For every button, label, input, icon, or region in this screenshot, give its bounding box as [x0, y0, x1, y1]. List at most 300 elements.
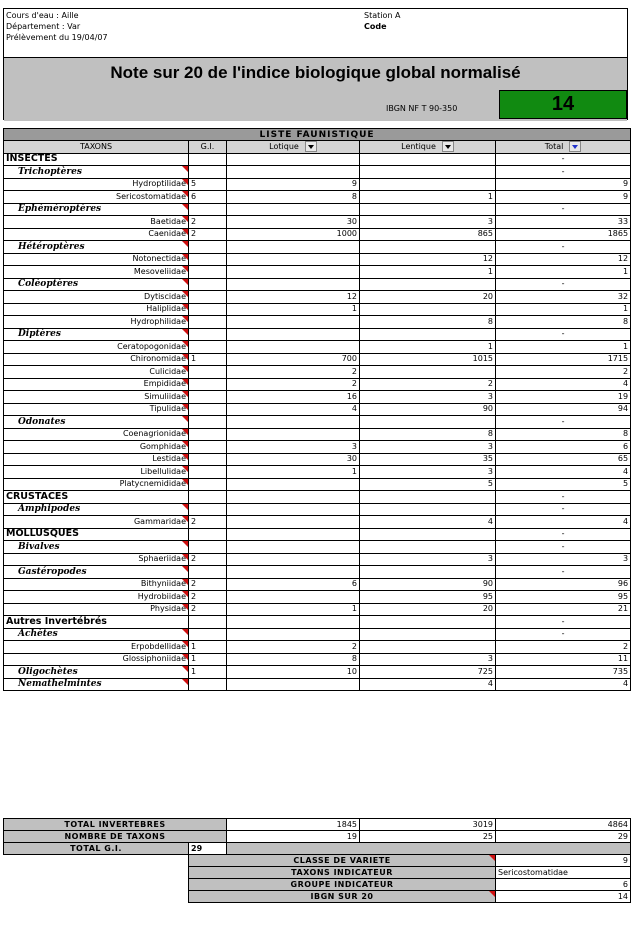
total-cell[interactable]: - — [496, 153, 631, 166]
lentique-cell[interactable]: 20 — [360, 603, 496, 616]
comment-flag-icon[interactable] — [182, 366, 188, 372]
lentique-cell[interactable] — [360, 203, 496, 216]
lotique-cell[interactable]: 4 — [227, 403, 360, 416]
gi-cell[interactable]: 1 — [189, 641, 227, 654]
page-title: Note sur 20 de l'indice biologique global normalisé — [110, 63, 521, 82]
lentique-cell[interactable]: 90 — [360, 578, 496, 591]
lotique-cell[interactable] — [227, 566, 360, 579]
total-cell[interactable]: 6 — [496, 441, 631, 454]
taxon-name-cell[interactable]: Sericostomatidae — [4, 191, 189, 204]
lotique-cell[interactable] — [227, 328, 360, 341]
total-cell[interactable]: 735 — [496, 666, 631, 679]
gi-cell[interactable] — [189, 416, 227, 429]
total-cell[interactable]: 12 — [496, 253, 631, 266]
comment-flag-icon[interactable] — [182, 254, 188, 260]
lotique-cell[interactable] — [227, 478, 360, 491]
gi-cell[interactable] — [189, 266, 227, 279]
gi-cell[interactable] — [189, 428, 227, 441]
gi-cell[interactable] — [189, 391, 227, 404]
classe-row — [4, 855, 631, 867]
gi-cell[interactable] — [189, 366, 227, 379]
taxon-name-cell[interactable]: Diptères — [4, 328, 189, 341]
gi-cell[interactable] — [189, 541, 227, 554]
lentique-cell[interactable]: 3 — [360, 466, 496, 479]
total-cell[interactable]: 9 — [496, 191, 631, 204]
lotique-cell[interactable]: 12 — [227, 291, 360, 304]
total-cell[interactable]: 2 — [496, 641, 631, 654]
taxon-row — [4, 466, 631, 479]
lentique-cell[interactable] — [360, 641, 496, 654]
ibgn-value[interactable]: 14 — [496, 891, 631, 903]
taxon-name-cell[interactable]: Baetidae — [4, 216, 189, 229]
group-row — [4, 528, 631, 541]
gi-cell[interactable] — [189, 566, 227, 579]
taxon-name-cell[interactable]: Odonates — [4, 416, 189, 429]
filter-dropdown-icon[interactable] — [305, 141, 317, 152]
total-cell[interactable]: 1 — [496, 266, 631, 279]
lentique-cell[interactable]: 95 — [360, 591, 496, 604]
taxon-name-cell[interactable]: Bithyniidae — [4, 578, 189, 591]
total-cell[interactable]: 1715 — [496, 353, 631, 366]
total-cell[interactable]: 95 — [496, 591, 631, 604]
taxon-name-cell[interactable]: Culicidae — [4, 366, 189, 379]
comment-flag-icon[interactable] — [182, 541, 188, 547]
col-total — [496, 141, 631, 154]
gi-cell[interactable]: 2 — [189, 591, 227, 604]
lotique-cell[interactable] — [227, 528, 360, 541]
lotique-cell[interactable]: 700 — [227, 353, 360, 366]
comment-flag-icon[interactable] — [182, 404, 188, 410]
score-cell[interactable]: 14 — [499, 90, 627, 119]
lotique-cell[interactable]: 1000 — [227, 228, 360, 241]
total-cell[interactable]: - — [496, 278, 631, 291]
total-cell[interactable]: - — [496, 528, 631, 541]
taxon-name-cell[interactable]: Notonectidae — [4, 253, 189, 266]
classe-value[interactable]: 9 — [496, 855, 631, 867]
lotique-cell[interactable] — [227, 316, 360, 329]
lotique-cell[interactable]: 16 — [227, 391, 360, 404]
comment-flag-icon[interactable] — [182, 666, 188, 672]
comment-flag-icon[interactable] — [182, 216, 188, 222]
total-cell[interactable]: - — [496, 166, 631, 179]
col-lotique — [227, 141, 360, 154]
gi-cell[interactable] — [189, 203, 227, 216]
comment-flag-icon[interactable] — [182, 304, 188, 310]
spacer-cell — [4, 855, 189, 867]
taxon-row — [4, 641, 631, 654]
lentique-cell[interactable] — [360, 328, 496, 341]
gi-cell[interactable]: 1 — [189, 353, 227, 366]
lotique-cell[interactable]: 1 — [227, 303, 360, 316]
lotique-cell[interactable]: 3 — [227, 441, 360, 454]
gi-cell[interactable] — [189, 678, 227, 691]
lotique-cell[interactable]: 2 — [227, 378, 360, 391]
taxon-row — [4, 453, 631, 466]
total-cell[interactable]: 94 — [496, 403, 631, 416]
comment-flag-icon[interactable] — [182, 641, 188, 647]
lentique-cell[interactable]: 1 — [360, 191, 496, 204]
total-cell[interactable]: - — [496, 416, 631, 429]
comment-flag-icon[interactable] — [182, 204, 188, 210]
taxon-name-cell[interactable]: Physidae — [4, 603, 189, 616]
gi-cell[interactable] — [189, 528, 227, 541]
total-cell[interactable]: 11 — [496, 653, 631, 666]
taxon-name-cell[interactable]: Erpobdellidae — [4, 641, 189, 654]
total-cell[interactable]: 2 — [496, 366, 631, 379]
taxon-name-cell[interactable]: Dytiscidae — [4, 291, 189, 304]
lotique-cell[interactable] — [227, 278, 360, 291]
lotique-cell[interactable]: 30 — [227, 453, 360, 466]
lotique-cell[interactable] — [227, 628, 360, 641]
taxon-name-cell[interactable]: Simuliidae — [4, 391, 189, 404]
spacer-cell — [4, 891, 189, 903]
total-cell[interactable]: 1 — [496, 303, 631, 316]
taxon-name-cell[interactable]: Bivalves — [4, 541, 189, 554]
taxon-name-cell[interactable]: Ceratopogonidae — [4, 341, 189, 354]
nb-taxons-lentique[interactable]: 25 — [360, 831, 496, 843]
order-row — [4, 203, 631, 216]
lentique-cell[interactable]: 3 — [360, 553, 496, 566]
lentique-cell[interactable] — [360, 528, 496, 541]
lentique-cell[interactable]: 12 — [360, 253, 496, 266]
nb-taxons-lotique[interactable]: 19 — [227, 831, 360, 843]
comment-flag-icon[interactable] — [182, 354, 188, 360]
comment-flag-icon[interactable] — [182, 591, 188, 597]
comment-flag-icon[interactable] — [182, 179, 188, 185]
lentique-cell[interactable] — [360, 278, 496, 291]
lentique-cell[interactable] — [360, 303, 496, 316]
gi-cell[interactable] — [189, 441, 227, 454]
order-row — [4, 166, 631, 179]
comment-flag-icon[interactable] — [182, 554, 188, 560]
comment-flag-icon[interactable] — [182, 504, 188, 510]
lentique-cell[interactable] — [360, 166, 496, 179]
gi-cell[interactable] — [189, 628, 227, 641]
taxon-name-cell[interactable]: Sphaeriidae — [4, 553, 189, 566]
taxon-name-cell[interactable]: Autres Invertébrés — [4, 616, 189, 629]
order-row — [4, 566, 631, 579]
taxon-name-cell[interactable]: Chironomidae — [4, 353, 189, 366]
norm-label: IBGN NF T 90-350 — [386, 104, 458, 113]
taxon-name-cell[interactable]: Glossiphoniidae — [4, 653, 189, 666]
lotique-cell[interactable]: 1 — [227, 603, 360, 616]
lentique-cell[interactable] — [360, 628, 496, 641]
lentique-cell[interactable]: 8 — [360, 428, 496, 441]
lotique-cell[interactable] — [227, 541, 360, 554]
comment-flag-icon[interactable] — [182, 229, 188, 235]
taxon-row — [4, 341, 631, 354]
spacer-cell — [4, 867, 189, 879]
lentique-cell[interactable]: 1 — [360, 266, 496, 279]
lentique-cell[interactable] — [360, 541, 496, 554]
lentique-cell[interactable]: 5 — [360, 478, 496, 491]
total-cell[interactable]: - — [496, 241, 631, 254]
sample-date-label: Prélèvement du 19/04/07 — [6, 33, 108, 42]
lotique-cell[interactable]: 8 — [227, 191, 360, 204]
gi-cell[interactable]: 2 — [189, 216, 227, 229]
gi-cell[interactable] — [189, 503, 227, 516]
total-cell[interactable]: 5 — [496, 478, 631, 491]
lentique-cell[interactable]: 3 — [360, 216, 496, 229]
gi-cell[interactable]: 1 — [189, 653, 227, 666]
col-lotique-label: Lotique — [269, 142, 299, 152]
lotique-cell[interactable] — [227, 553, 360, 566]
lotique-cell[interactable] — [227, 516, 360, 529]
comment-flag-icon[interactable] — [182, 629, 188, 635]
total-gi-value[interactable]: 29 — [189, 843, 227, 855]
lentique-cell[interactable]: 3 — [360, 653, 496, 666]
taxon-name-cell[interactable]: Empididae — [4, 378, 189, 391]
lotique-cell[interactable]: 10 — [227, 666, 360, 679]
lotique-cell[interactable] — [227, 416, 360, 429]
total-cell[interactable]: - — [496, 566, 631, 579]
lentique-cell[interactable] — [360, 566, 496, 579]
order-row — [4, 328, 631, 341]
gi-cell[interactable] — [189, 303, 227, 316]
lotique-cell[interactable] — [227, 166, 360, 179]
comment-flag-icon[interactable] — [182, 166, 188, 172]
taxon-row — [4, 578, 631, 591]
lotique-cell[interactable] — [227, 266, 360, 279]
gi-cell[interactable]: 6 — [189, 191, 227, 204]
taxon-name-cell[interactable]: CRUSTACES — [4, 491, 189, 504]
taxon-name-cell[interactable]: Hydrobiidae — [4, 591, 189, 604]
total-cell[interactable]: 65 — [496, 453, 631, 466]
taxon-name-cell[interactable]: Hydrophilidae — [4, 316, 189, 329]
taxon-row — [4, 316, 631, 329]
lentique-cell[interactable]: 20 — [360, 291, 496, 304]
gi-cell[interactable]: 2 — [189, 603, 227, 616]
lotique-cell[interactable] — [227, 591, 360, 604]
taxon-name-cell[interactable]: INSECTES — [4, 153, 189, 166]
taxon-name-cell[interactable]: Libellulidae — [4, 466, 189, 479]
total-cell[interactable]: - — [496, 616, 631, 629]
taxon-name-cell[interactable]: Coléoptères — [4, 278, 189, 291]
lotique-cell[interactable] — [227, 341, 360, 354]
gi-cell[interactable] — [189, 403, 227, 416]
taxon-name-cell[interactable]: Ephéméroptères — [4, 203, 189, 216]
taxon-name-cell[interactable]: Trichoptères — [4, 166, 189, 179]
total-cell[interactable]: - — [496, 491, 631, 504]
lentique-cell[interactable]: 3 — [360, 391, 496, 404]
total-cell[interactable]: - — [496, 203, 631, 216]
taxon-row — [4, 428, 631, 441]
total-invert-lotique[interactable]: 1845 — [227, 819, 360, 831]
lentique-cell[interactable] — [360, 241, 496, 254]
gi-cell[interactable] — [189, 241, 227, 254]
gi-cell[interactable]: 2 — [189, 516, 227, 529]
total-cell[interactable]: 3 — [496, 553, 631, 566]
groupe-value[interactable]: 6 — [496, 879, 631, 891]
filter-dropdown-icon[interactable] — [442, 141, 454, 152]
total-cell[interactable]: 1 — [496, 341, 631, 354]
total-cell[interactable]: - — [496, 628, 631, 641]
gi-cell[interactable] — [189, 278, 227, 291]
taxon-name-cell[interactable]: Achètes — [4, 628, 189, 641]
total-cell[interactable]: 4 — [496, 678, 631, 691]
lentique-cell[interactable]: 90 — [360, 403, 496, 416]
lotique-cell[interactable] — [227, 491, 360, 504]
lentique-cell[interactable] — [360, 153, 496, 166]
total-invert-lentique[interactable]: 3019 — [360, 819, 496, 831]
lotique-cell[interactable] — [227, 503, 360, 516]
col-taxons: TAXONS — [4, 141, 189, 154]
lentique-cell[interactable]: 3 — [360, 441, 496, 454]
total-invert-total[interactable]: 4864 — [496, 819, 631, 831]
lotique-cell[interactable]: 2 — [227, 641, 360, 654]
lentique-cell[interactable] — [360, 503, 496, 516]
department-label: Département : Var — [6, 22, 81, 31]
gi-cell[interactable] — [189, 166, 227, 179]
comment-flag-icon[interactable] — [182, 379, 188, 385]
total-cell[interactable]: 4 — [496, 378, 631, 391]
gi-cell[interactable] — [189, 491, 227, 504]
total-cell[interactable]: - — [496, 541, 631, 554]
comment-flag-icon[interactable] — [182, 279, 188, 285]
comment-flag-icon[interactable] — [182, 266, 188, 272]
taxon-name-cell[interactable]: Hétéroptères — [4, 241, 189, 254]
taxon-name-cell[interactable]: Caenidae — [4, 228, 189, 241]
total-cell[interactable]: 33 — [496, 216, 631, 229]
gi-cell[interactable] — [189, 253, 227, 266]
table-caption: LISTE FAUNISTIQUE — [4, 129, 631, 141]
lentique-cell[interactable] — [360, 616, 496, 629]
comment-flag-icon[interactable] — [182, 291, 188, 297]
lentique-cell[interactable]: 4 — [360, 516, 496, 529]
gi-cell[interactable] — [189, 341, 227, 354]
gi-cell[interactable] — [189, 316, 227, 329]
lentique-cell[interactable]: 8 — [360, 316, 496, 329]
total-cell[interactable]: 4 — [496, 466, 631, 479]
total-cell[interactable]: 32 — [496, 291, 631, 304]
taxon-name-cell[interactable]: Lestidae — [4, 453, 189, 466]
total-cell[interactable]: 8 — [496, 316, 631, 329]
gi-cell[interactable] — [189, 478, 227, 491]
lotique-cell[interactable]: 30 — [227, 216, 360, 229]
gi-cell[interactable] — [189, 466, 227, 479]
taxon-name-cell[interactable]: Mesoveliidae — [4, 266, 189, 279]
lotique-cell[interactable] — [227, 153, 360, 166]
gi-cell[interactable]: 1 — [189, 666, 227, 679]
nb-taxons-total[interactable]: 29 — [496, 831, 631, 843]
gi-cell[interactable] — [189, 453, 227, 466]
lotique-cell[interactable] — [227, 678, 360, 691]
gi-cell[interactable] — [189, 378, 227, 391]
taxon-name-cell[interactable]: Oligochètes — [4, 666, 189, 679]
lotique-cell[interactable]: 8 — [227, 653, 360, 666]
lotique-cell[interactable]: 2 — [227, 366, 360, 379]
taxon-row — [4, 591, 631, 604]
taxon-name-cell[interactable]: Tipulidae — [4, 403, 189, 416]
lentique-cell[interactable]: 725 — [360, 666, 496, 679]
comment-flag-icon[interactable] — [182, 429, 188, 435]
lentique-cell[interactable]: 865 — [360, 228, 496, 241]
lentique-cell[interactable] — [360, 178, 496, 191]
taxon-name-cell[interactable]: Coenagrionidae — [4, 428, 189, 441]
comment-flag-icon[interactable] — [182, 441, 188, 447]
taxon-name-cell[interactable]: Haliplidae — [4, 303, 189, 316]
gi-cell[interactable]: 5 — [189, 178, 227, 191]
lotique-cell[interactable] — [227, 616, 360, 629]
taxon-name-cell[interactable]: Gammaridae — [4, 516, 189, 529]
comment-flag-icon[interactable] — [182, 416, 188, 422]
lotique-cell[interactable]: 6 — [227, 578, 360, 591]
lentique-cell[interactable] — [360, 366, 496, 379]
gi-cell[interactable]: 2 — [189, 553, 227, 566]
lotique-cell[interactable] — [227, 253, 360, 266]
gi-cell[interactable]: 2 — [189, 578, 227, 591]
lentique-cell[interactable]: 1015 — [360, 353, 496, 366]
taxons-ind-value[interactable]: Sericostomatidae — [496, 867, 631, 879]
group-row — [4, 491, 631, 504]
comment-flag-icon[interactable] — [182, 679, 188, 685]
comment-flag-icon[interactable] — [182, 516, 188, 522]
total-cell[interactable]: 8 — [496, 428, 631, 441]
comment-flag-icon[interactable] — [182, 579, 188, 585]
lentique-cell[interactable]: 2 — [360, 378, 496, 391]
comment-flag-icon[interactable] — [182, 329, 188, 335]
comment-flag-icon[interactable] — [182, 241, 188, 247]
gi-cell[interactable] — [189, 153, 227, 166]
lentique-cell[interactable] — [360, 416, 496, 429]
lotique-cell[interactable]: 1 — [227, 466, 360, 479]
comment-flag-icon[interactable] — [489, 891, 495, 897]
taxon-name-cell[interactable]: Platycnemididae — [4, 478, 189, 491]
ibgn-row — [4, 891, 631, 903]
total-cell[interactable]: 4 — [496, 516, 631, 529]
total-cell[interactable]: - — [496, 503, 631, 516]
comment-flag-icon[interactable] — [182, 604, 188, 610]
comment-flag-icon[interactable] — [489, 855, 495, 861]
gi-cell[interactable] — [189, 328, 227, 341]
lotique-cell[interactable]: 9 — [227, 178, 360, 191]
comment-flag-icon[interactable] — [182, 341, 188, 347]
comment-flag-icon[interactable] — [182, 191, 188, 197]
comment-flag-icon[interactable] — [182, 466, 188, 472]
gi-cell[interactable] — [189, 291, 227, 304]
taxon-name-cell[interactable]: Nemathelmintes — [4, 678, 189, 691]
taxon-name-cell[interactable]: Hydroptilidae — [4, 178, 189, 191]
total-cell[interactable]: 96 — [496, 578, 631, 591]
taxon-name-cell[interactable]: Gomphidae — [4, 441, 189, 454]
comment-flag-icon[interactable] — [182, 479, 188, 485]
comment-flag-icon[interactable] — [182, 566, 188, 572]
comment-flag-icon[interactable] — [182, 454, 188, 460]
total-cell[interactable]: 21 — [496, 603, 631, 616]
lotique-cell[interactable] — [227, 203, 360, 216]
total-cell[interactable]: 9 — [496, 178, 631, 191]
filter-dropdown-icon[interactable] — [569, 141, 581, 152]
header-left — [6, 10, 108, 43]
lentique-cell[interactable]: 35 — [360, 453, 496, 466]
total-cell[interactable]: - — [496, 328, 631, 341]
gi-cell[interactable]: 2 — [189, 228, 227, 241]
lentique-cell[interactable]: 1 — [360, 341, 496, 354]
comment-flag-icon[interactable] — [182, 391, 188, 397]
comment-flag-icon[interactable] — [182, 654, 188, 660]
taxon-name-cell[interactable]: MOLLUSQUES — [4, 528, 189, 541]
total-cell[interactable]: 19 — [496, 391, 631, 404]
taxon-name-cell[interactable]: Amphipodes — [4, 503, 189, 516]
lotique-cell[interactable] — [227, 428, 360, 441]
lentique-cell[interactable] — [360, 491, 496, 504]
lentique-cell[interactable]: 4 — [360, 678, 496, 691]
taxon-name-cell[interactable]: Gastéropodes — [4, 566, 189, 579]
gi-cell[interactable] — [189, 616, 227, 629]
lotique-cell[interactable] — [227, 241, 360, 254]
total-cell[interactable]: 1865 — [496, 228, 631, 241]
comment-flag-icon[interactable] — [182, 316, 188, 322]
